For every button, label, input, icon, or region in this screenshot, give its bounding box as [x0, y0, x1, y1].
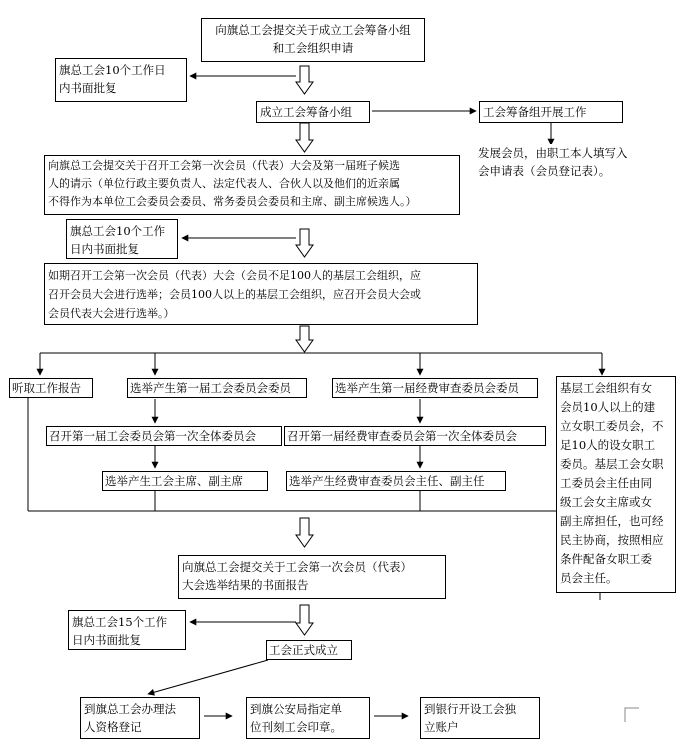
- n13-committee-meeting: [46, 426, 282, 446]
- n3-prep-group: [256, 101, 370, 123]
- n18-text: 旗总工会15个工作 日内书面批复: [72, 615, 168, 647]
- n2-reply-10days: [55, 58, 187, 102]
- n1-text: 向旗总工会提交关于成立工会筹备小组 和工会组织申请: [215, 23, 411, 55]
- n12-text: 基层工会组织有女 会员10人以上的建 立女职工委员会，不 足10人的设女职工 委员。基层工会女职 工委员会主任由同 级工会女主席或女 副主席担任，也可经 民主协商，按照相应 条件配备女职工委 员会主任。: [560, 381, 664, 585]
- n12-women-committee: [556, 376, 676, 593]
- n2-text: 旗总工会10个工作日 内书面批复: [59, 63, 166, 95]
- n20-text: 到旗总工会办理法 人资格登记: [84, 702, 176, 734]
- n20-legal-registration: [80, 697, 200, 739]
- n7-reply-10days: [66, 219, 178, 259]
- n21-text: 到旗公安局指定单 位刊刻工会印章。: [250, 702, 342, 734]
- hollow-down-arrow: [296, 66, 313, 94]
- n9-text: 听取工作报告: [12, 381, 81, 395]
- n6-request-congress: [44, 155, 460, 215]
- n7-text: 旗总工会10个工作 日内书面批复: [70, 224, 166, 256]
- n14-audit-meeting: [284, 426, 546, 446]
- n5-develop-members: [476, 144, 648, 182]
- n22-text: 到银行开设工会独 立账户: [424, 702, 516, 734]
- hollow-down-arrow: [296, 605, 313, 635]
- hollow-down-arrow: [296, 326, 313, 352]
- n17-result-report: [178, 555, 446, 599]
- n16-elect-audit-director: [286, 471, 506, 491]
- n14-text: 召开第一届经费审查委员会第一次全体委员会: [287, 429, 517, 443]
- n11-elect-audit: [332, 378, 538, 398]
- corner-mark: [625, 708, 639, 722]
- n8-text: 如期召开工会第一次会员（代表）大会（会员不足100人的基层工会组织，应 召开会员大会进行选举；会员100人以上的基层工会组织，应召开会员大会或 会员代表大会进行选举。）: [48, 269, 421, 320]
- n8-hold-congress: [44, 263, 478, 325]
- n22-bank-account: [420, 697, 540, 739]
- hollow-down-arrow: [296, 229, 313, 257]
- n5-text: 发展会员，由职工本人填写入 会申请表（会员登记表）。: [478, 146, 628, 178]
- n10-text: 选举产生第一届工会委员会委员: [130, 381, 291, 395]
- n1-submit-application: [201, 18, 425, 62]
- n9-work-report: [9, 378, 93, 398]
- n3-text: 成立工会筹备小组: [260, 105, 352, 119]
- n16-text: 选举产生经费审查委员会主任、副主任: [289, 474, 485, 488]
- n19-union-established: [266, 640, 352, 660]
- n4-prep-work: [479, 101, 623, 123]
- n18-reply-15days: [68, 610, 186, 650]
- n6-text: 向旗总工会提交关于召开工会第一次会员（代表）大会及第一届班子候选 人的请示（单位行政主要负责人、法定代表人、合伙人以及他们的近亲属 不得作为本单位工会委员会委员、常务委员会委员和主席、副主席候选人。）: [48, 159, 417, 208]
- hollow-down-arrow: [296, 123, 313, 152]
- hollow-down-arrow: [296, 518, 313, 547]
- n13-text: 召开第一届工会委员会第一次全体委员会: [49, 429, 256, 443]
- n11-text: 选举产生第一届经费审查委员会委员: [335, 381, 519, 395]
- n15-text: 选举产生工会主席、副主席: [105, 474, 243, 488]
- n21-seal-engraving: [246, 697, 370, 739]
- n15-elect-chair: [102, 471, 268, 491]
- n4-text: 工会筹备组开展工作: [483, 105, 587, 119]
- arrow-to-n20: [148, 660, 268, 694]
- n10-elect-committee: [127, 378, 307, 398]
- n19-text: 工会正式成立: [269, 643, 338, 657]
- n17-text: 向旗总工会提交关于工会第一次会员（代表） 大会选举结果的书面报告: [182, 560, 412, 592]
